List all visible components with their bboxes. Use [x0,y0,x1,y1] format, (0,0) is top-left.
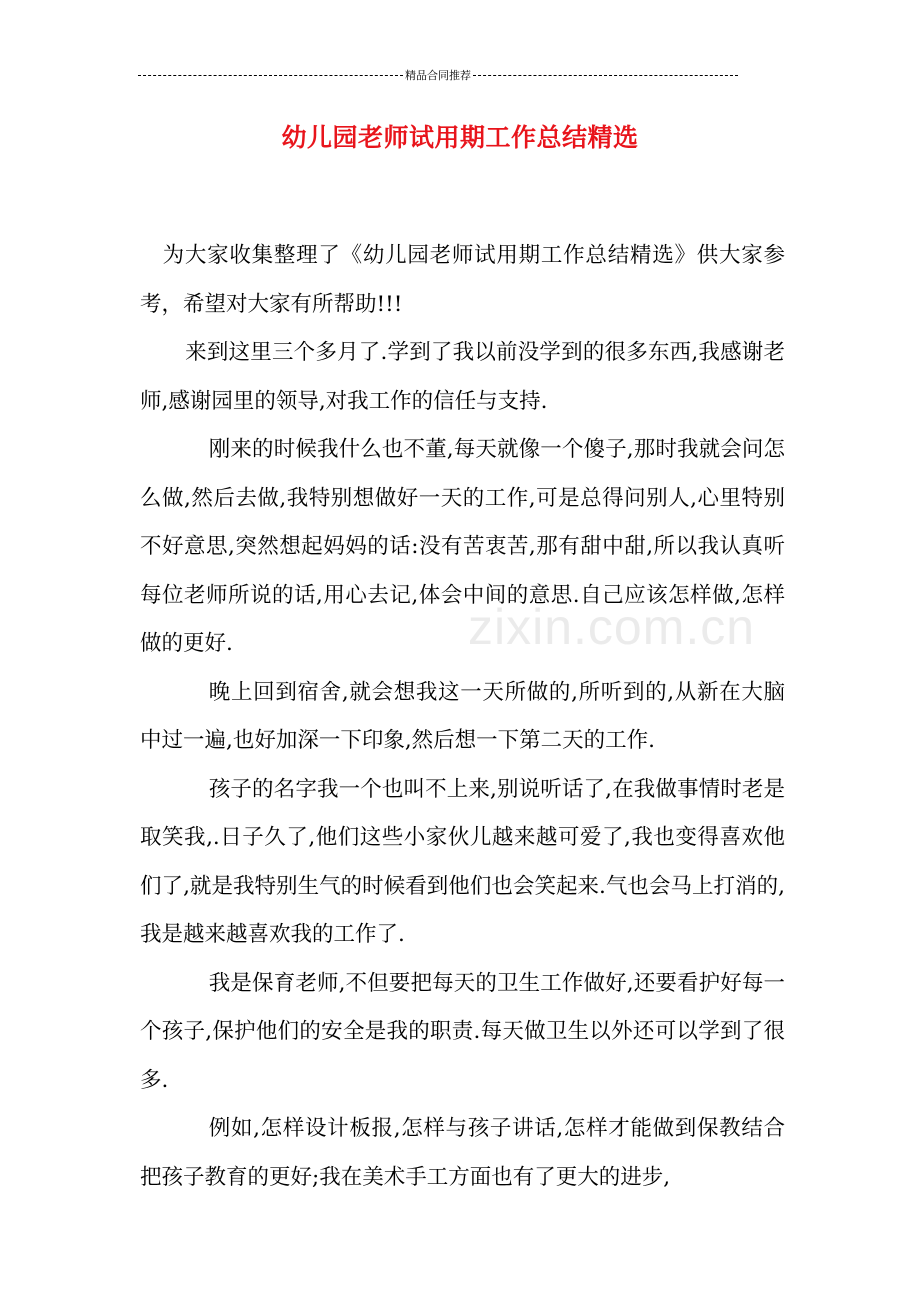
paragraph-4: 孩子的名字我一个也叫不上来,别说听话了,在我做事情时老是取笑我,.日子久了,他们这些小家伙儿越来越可爱了,我也变得喜欢他们了,就是我特别生气的时候看到他们也会笑起来.气也会马上打消的,我是越来越喜欢我的工作了. [140,776,785,947]
page-header [138,66,738,84]
paragraph-6: 例如,怎样设计板报,怎样与孩子讲话,怎样才能做到保教结合把孩子教育的更好;我在美术手工方面也有了更大的进步, [140,1116,785,1190]
header-text: 精品合同推荐 [405,70,471,82]
header-dash-left [138,75,403,76]
paragraph-intro: 为大家收集整理了《幼儿园老师试用期工作总结精选》供大家参考，希望对大家有所帮助!!! [140,243,785,317]
header-dash-right [473,75,738,76]
paragraph-1: 来到这里三个多月了.学到了我以前没学到的很多东西,我感谢老师,感谢园里的领导,对我工作的信任与支持. [140,340,785,414]
document-body [140,232,785,1202]
paragraph-5: 我是保育老师,不但要把每天的卫生工作做好,还要看护好每一个孩子,保护他们的安全是我的职责.每天做卫生以外还可以学到了很多. [140,970,785,1093]
paragraph-3: 晚上回到宿舍,就会想我这一天所做的,所听到的,从新在大脑中过一遍,也好加深一下印象,然后想一下第二天的工作. [140,679,785,753]
paragraph-2: 刚来的时候我什么也不董,每天就像一个傻子,那时我就会问怎么做,然后去做,我特别想做好一天的工作,可是总得问别人,心里特别不好意思,突然想起妈妈的话:没有苦衷苦,那有甜中甜,所以我认真听每位老师所说的话,用心去记,体会中间的意思.自己应该怎样做,怎样做的更好. [140,437,785,656]
watermark: zixin.com.cn [468,599,756,655]
document-title: 幼儿园老师试用期工作总结精选 [281,123,639,152]
